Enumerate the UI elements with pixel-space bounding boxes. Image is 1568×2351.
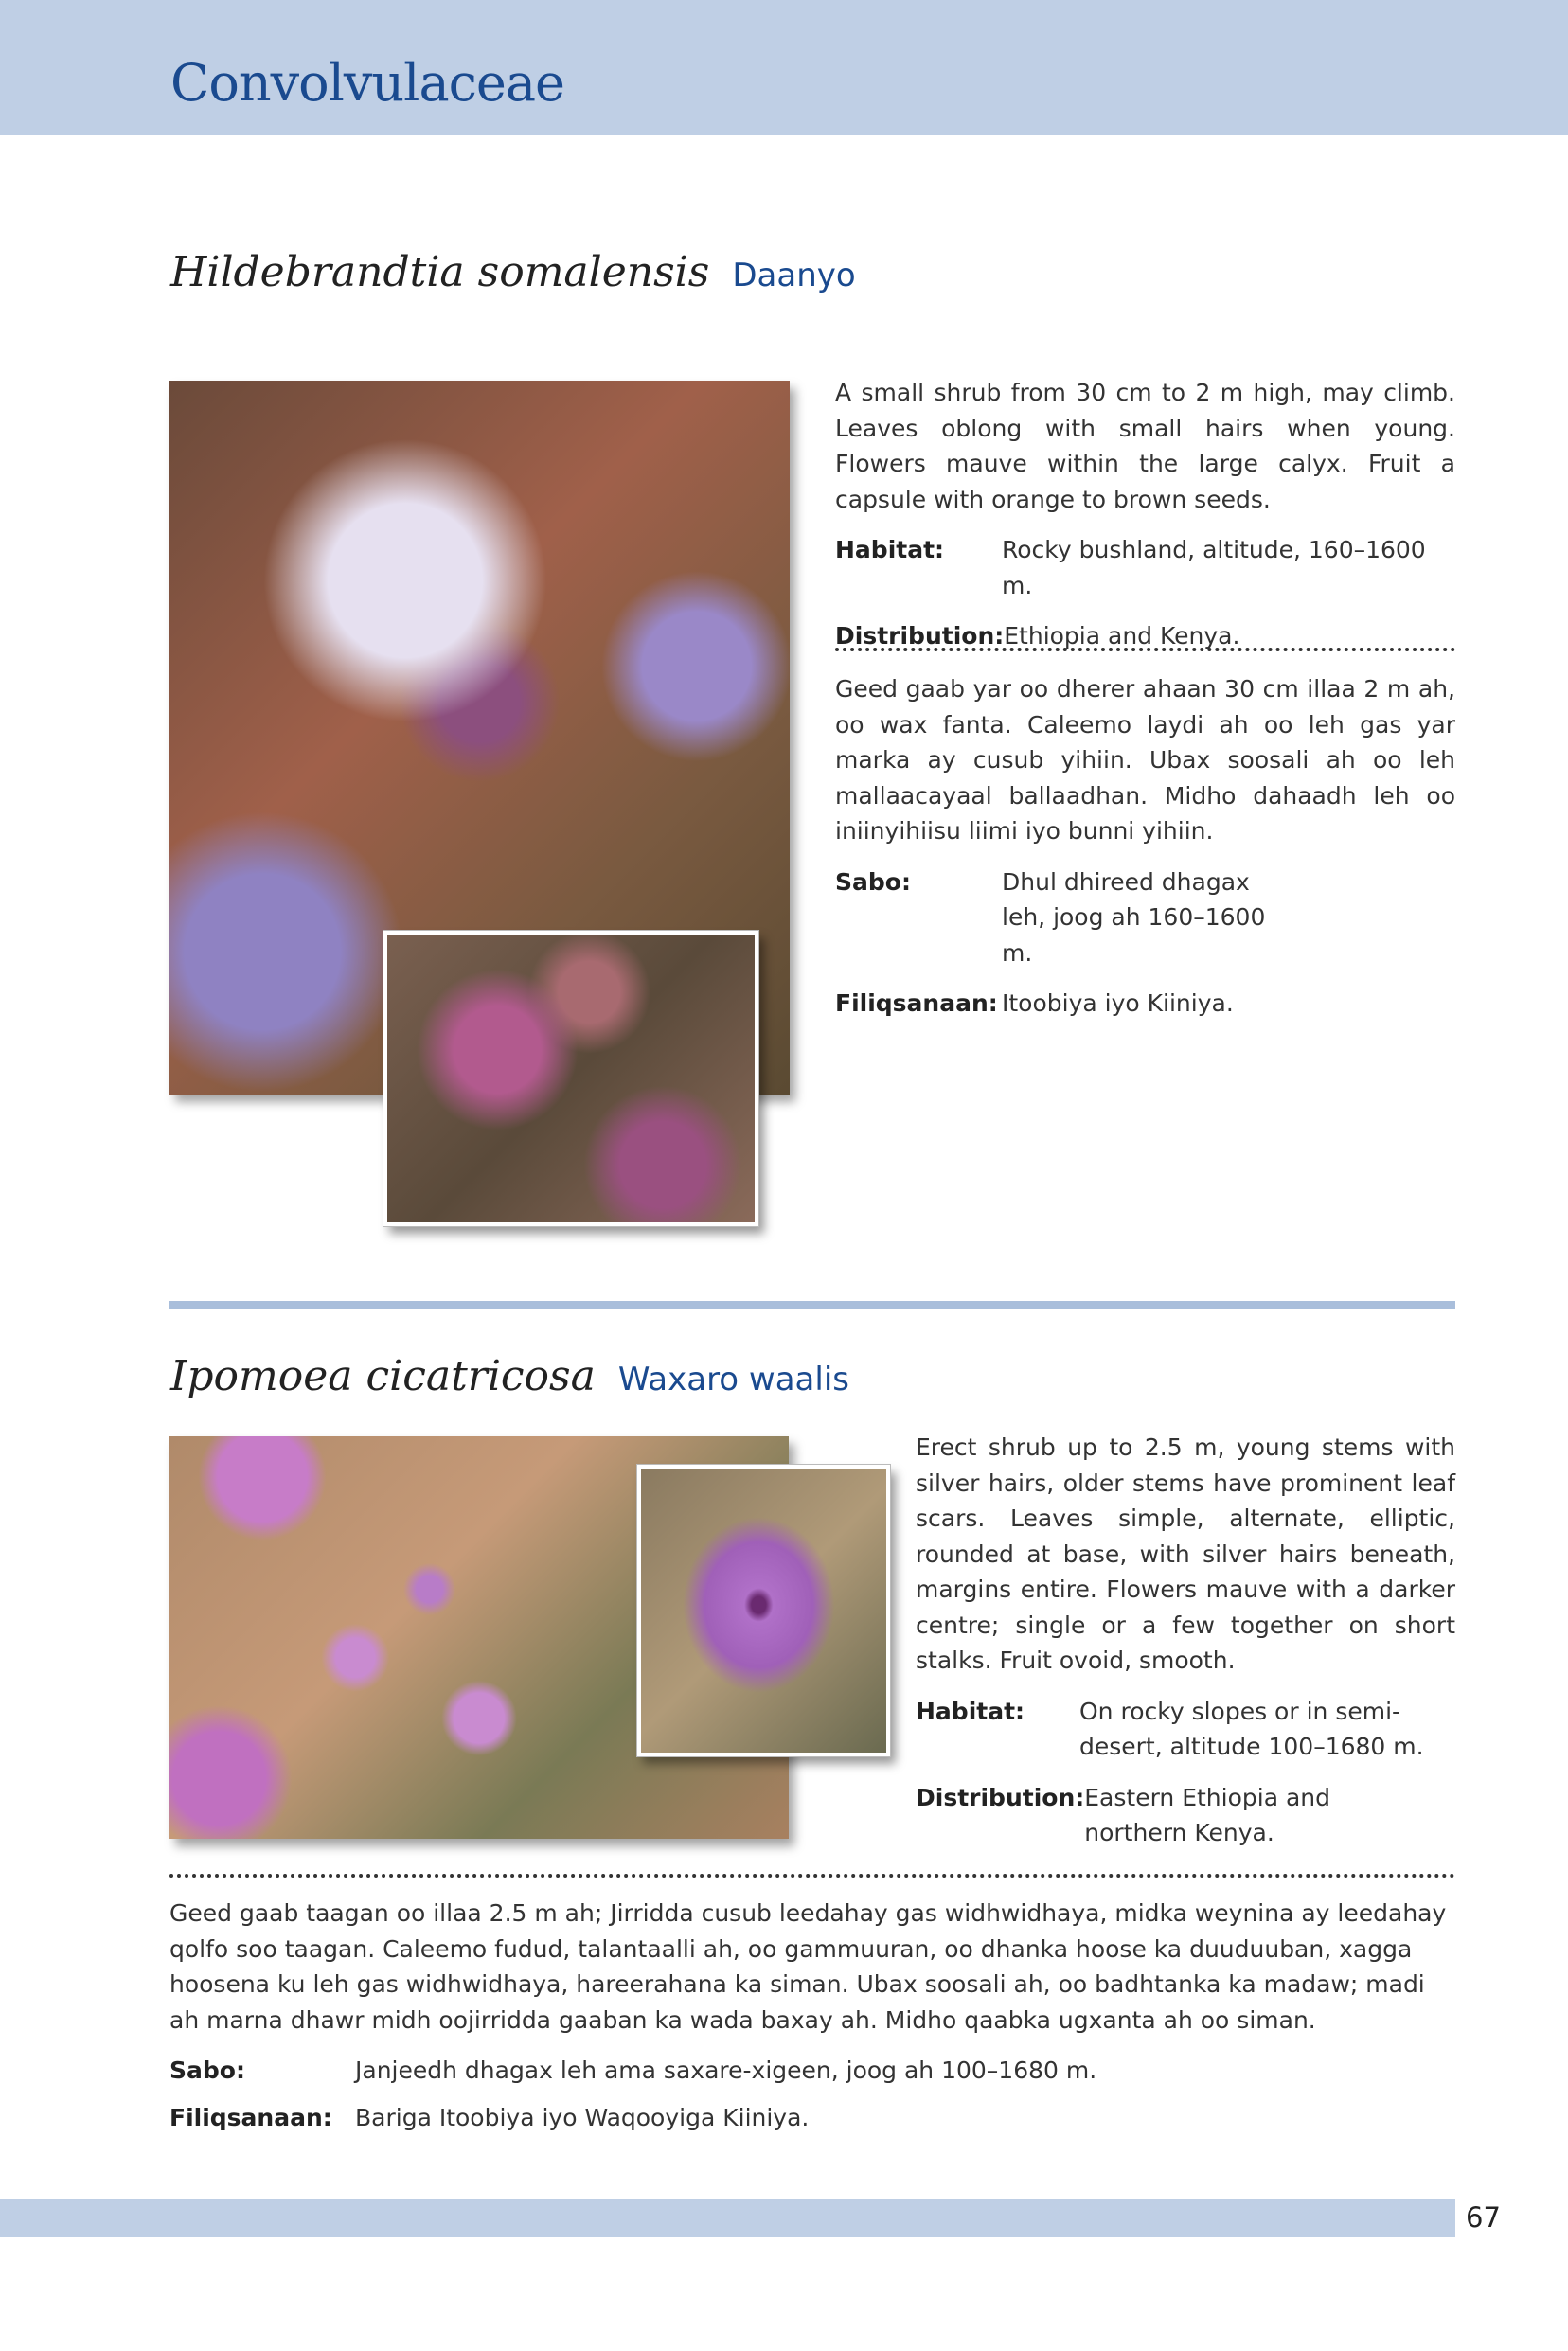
somali-description: Geed gaab yar oo dherer ahaan 30 cm illaa 2 m ah, oo wax fanta. Caleemo laydi ah oo leh gas yar marka ay cusub yihiin. Ubax soosali ah oo leh mallaacayaal ballaadhan. Midho dahaadh leh oo iniinyihiisu liimi iyo bunni yihiin. [835, 675, 1455, 845]
distribution-value: Eastern Ethiopia and northern Kenya. [1084, 1783, 1331, 1846]
filiqsanaan-value: Itoobiya iyo Kiiniya. [1002, 989, 1234, 1017]
sabo-label: Sabo: [835, 867, 911, 896]
species-heading [170, 248, 856, 296]
sabo-value: Dhul dhireed dhagax leh, joog ah 160–1600 m. [1002, 867, 1266, 967]
habitat-value: Rocky bushland, altitude, 160–1600 m. [1002, 536, 1426, 599]
species-1-english [835, 375, 1455, 669]
habitat-label: Habitat: [916, 1697, 1025, 1725]
section-divider [169, 1301, 1455, 1309]
description: Erect shrub up to 2.5 m, young stems with silver hairs, older stems have prominent leaf scars. Leaves simple, alternate, elliptic, rounded at base, with silver hairs beneath, margins entire. Flowers mauve with a darker centre; single or a few together on short stalks. Fruit ovoid, smooth. [916, 1434, 1455, 1674]
sabo-value: Janjeedh dhagax leh ama saxare-xigeen, joog ah 100–1680 m. [355, 2057, 1097, 2084]
distribution-value: Ethiopia and Kenya. [1004, 622, 1240, 650]
photo-hildebrandtia-fruit [383, 931, 758, 1226]
description: A small shrub from 30 cm to 2 m high, may climb. Leaves oblong with small hairs when young. Flowers mauve within the large calyx. Fruit a capsule with orange to brown seeds. [835, 379, 1455, 513]
sabo-label: Sabo: [169, 2057, 245, 2084]
local-name: Waxaro waalis [617, 1361, 850, 1398]
filiqsanaan-value: Bariga Itoobiya iyo Waqooyiga Kiiniya. [355, 2103, 810, 2131]
latin-name: Hildebrandtia somalensis [170, 248, 710, 296]
species-heading [170, 1352, 849, 1400]
species-2-somali [169, 1896, 1455, 2150]
latin-name: Ipomoea cicatricosa [170, 1352, 596, 1400]
local-name: Daanyo [732, 257, 856, 294]
habitat-label: Habitat: [835, 536, 945, 563]
footer-band [0, 2199, 1455, 2237]
filiqsanaan-label: Filiqsanaan: [169, 2103, 332, 2131]
dotted-divider [169, 1874, 1455, 1878]
species-2-english [916, 1430, 1455, 1866]
habitat-value: On rocky slopes or in semi-desert, altitude 100–1680 m. [1079, 1697, 1424, 1760]
family-title: Convolvulaceae [170, 53, 564, 113]
page-number: 67 [1466, 2201, 1501, 2234]
species-1-somali [835, 671, 1455, 1037]
dotted-divider [835, 648, 1455, 651]
distribution-label: Distribution: [835, 622, 1005, 650]
somali-description: Geed gaab taagan oo illaa 2.5 m ah; Jirridda cusub leedahay gas widhwidhaya, midka weynina ay leedahay qolfo soo taagan. Caleemo fudud, talantaalli ah, oo gammuuran, oo dhanka hoose ka duuduuban, xagga hoosena ku leh gas widhwidhaya, hareerahana ka siman. Ubax soosali ah, oo badhtanka ka madaw; madi ah marna dhawr midh oojirridda gaaban ka wada baxay ah. Midho qaabka ugxanta ah oo siman. [169, 1899, 1447, 2034]
distribution-label: Distribution: [916, 1783, 1085, 1811]
photo-ipomoea-flower [637, 1465, 890, 1756]
filiqsanaan-label: Filiqsanaan: [835, 989, 998, 1017]
